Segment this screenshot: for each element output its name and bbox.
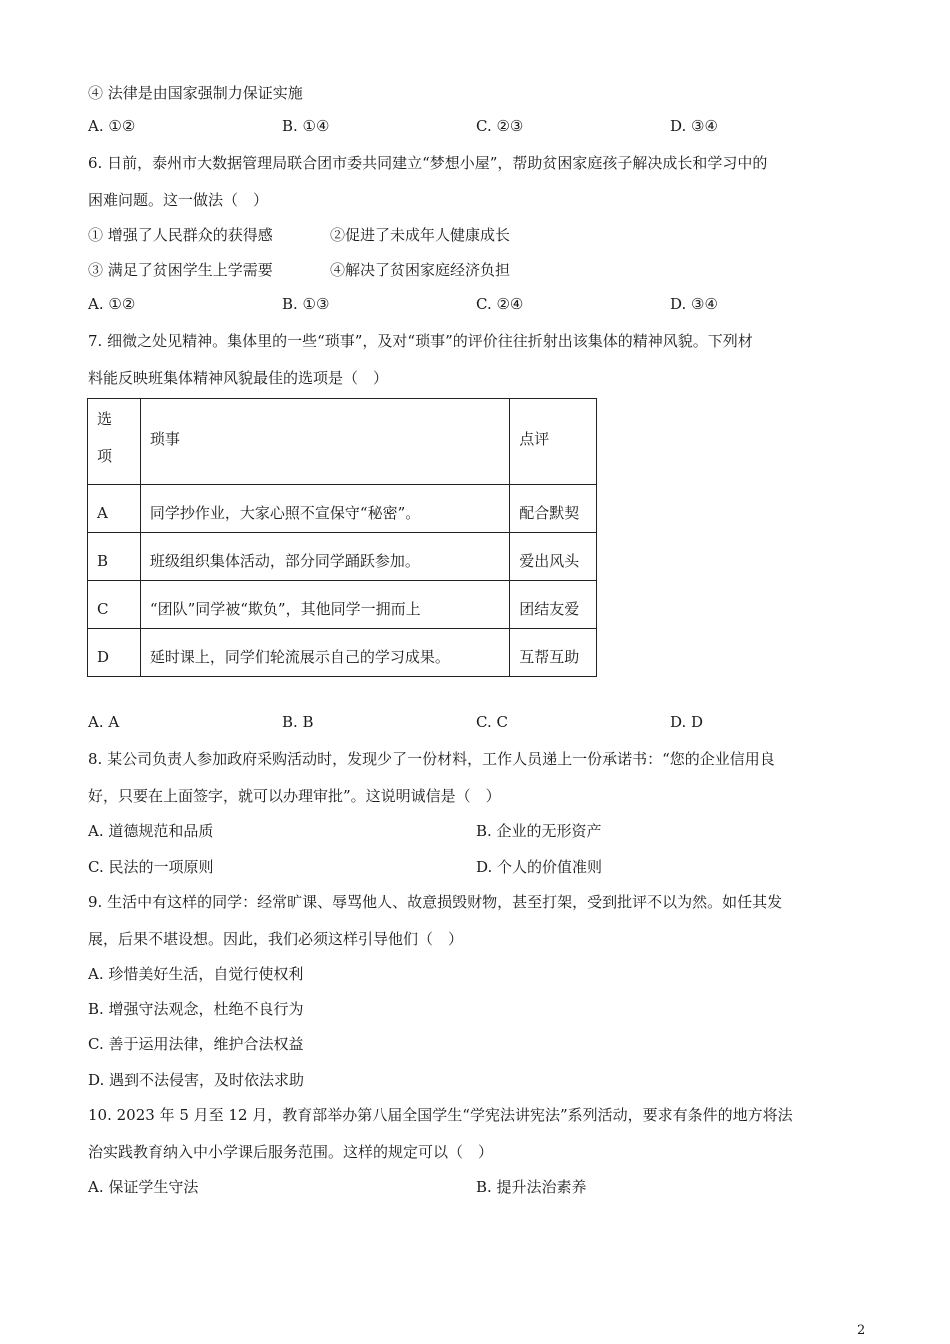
- q10-stem-line2: 治实践教育纳入中小学课后服务范围。这样的规定可以（ ）: [88, 1143, 494, 1161]
- q7-option-b[interactable]: B. B: [282, 713, 314, 731]
- q7-option-d[interactable]: D. D: [670, 713, 704, 731]
- table-cell-matter: “团队”同学被“欺负”，其他同学一拥而上: [140, 581, 509, 629]
- q6-item-2: ②促进了未成年人健康成长: [330, 226, 511, 244]
- q6-options: [88, 295, 868, 315]
- table-cell-option: B: [88, 533, 141, 581]
- q10-option-a[interactable]: A. 保证学生守法: [88, 1178, 199, 1196]
- q8-option-b[interactable]: B. 企业的无形资产: [476, 822, 602, 840]
- q8-stem-line2: 好，只要在上面签字，就可以办理审批”。这说明诚信是（ ）: [88, 787, 501, 805]
- table-cell-comment: 配合默契: [510, 485, 597, 533]
- q8-option-d[interactable]: D. 个人的价值准则: [476, 858, 603, 876]
- q8-option-c[interactable]: C. 民法的一项原则: [88, 858, 214, 876]
- q6-item-4: ④解决了贫困家庭经济负担: [330, 261, 511, 279]
- table-cell-option: D: [88, 629, 141, 677]
- table-cell-option: C: [88, 581, 141, 629]
- q8-options-row1: [88, 820, 868, 840]
- q5-option-b[interactable]: B. ①④: [282, 117, 330, 135]
- q7-options: [88, 713, 868, 733]
- q10-option-b[interactable]: B. 提升法治素养: [476, 1178, 587, 1196]
- q7-option-a[interactable]: A. A: [88, 713, 120, 731]
- q7-stem-line1: 7. 细微之处见精神。集体里的一些“琐事”，及对“琐事”的评价往往折射出该集体的精神风貌。下列材: [88, 332, 753, 350]
- table-cell-comment: 团结友爱: [510, 581, 597, 629]
- q5-options: [88, 117, 868, 137]
- page-number: 2: [857, 1323, 866, 1338]
- table-header-option: 选项: [88, 399, 141, 485]
- q9-stem-line2: 展，后果不堪设想。因此，我们必须这样引导他们（ ）: [88, 930, 464, 948]
- q7-option-c[interactable]: C. C: [476, 713, 508, 731]
- q5-option-a[interactable]: A. ①②: [88, 117, 136, 135]
- table-row: [88, 629, 597, 677]
- q7-table: [87, 398, 597, 677]
- q10-options: [88, 1176, 868, 1196]
- q7-stem-line2: 料能反映班集体精神风貌最佳的选项是（ ）: [88, 369, 389, 387]
- table-row: [88, 485, 597, 533]
- q5-item-4: ④ 法律是由国家强制力保证实施: [88, 84, 303, 102]
- table-row: [88, 533, 597, 581]
- q8-option-a[interactable]: A. 道德规范和品质: [88, 822, 214, 840]
- q6-item-3: ③ 满足了贫困学生上学需要: [88, 261, 273, 279]
- q9-option-c[interactable]: C. 善于运用法律，维护合法权益: [88, 1035, 304, 1053]
- q9-stem-line1: 9. 生活中有这样的同学：经常旷课、辱骂他人、故意损毁财物，甚至打架，受到批评不以为然。如任其发: [88, 893, 783, 911]
- q6-option-c[interactable]: C. ②④: [476, 295, 524, 313]
- q6-stem-line1: 6. 日前，泰州市大数据管理局联合团市委共同建立“梦想小屋”，帮助贫困家庭孩子解决成长和学习中的: [88, 154, 768, 172]
- q9-option-d[interactable]: D. 遇到不法侵害，及时依法求助: [88, 1071, 305, 1089]
- table-cell-comment: 爱出风头: [510, 533, 597, 581]
- q6-item-1: ① 增强了人民群众的获得感: [88, 226, 273, 244]
- table-cell-matter: 延时课上，同学们轮流展示自己的学习成果。: [140, 629, 509, 677]
- table-cell-option: A: [88, 485, 141, 533]
- table-row: [88, 581, 597, 629]
- table-cell-comment: 互帮互助: [510, 629, 597, 677]
- q10-stem-line1: 10. 2023 年 5 月至 12 月，教育部举办第八届全国学生“学宪法讲宪法”系列活动，要求有条件的地方将法: [88, 1106, 793, 1124]
- table-cell-matter: 同学抄作业，大家心照不宣保守“秘密”。: [140, 485, 509, 533]
- table-cell-matter: 班级组织集体活动，部分同学踊跃参加。: [140, 533, 509, 581]
- table-header-row: [88, 399, 597, 485]
- table-header-matter: 琐事: [140, 399, 509, 485]
- q6-option-d[interactable]: D. ③④: [670, 295, 718, 313]
- q6-option-b[interactable]: B. ①③: [282, 295, 330, 313]
- q9-option-b[interactable]: B. 增强守法观念，杜绝不良行为: [88, 1000, 304, 1018]
- q8-stem-line1: 8. 某公司负责人参加政府采购活动时，发现少了一份材料，工作人员递上一份承诺书：“您的企业信用良: [88, 750, 775, 768]
- q6-stem-line2: 困难问题。这一做法（ ）: [88, 191, 269, 209]
- q5-option-c[interactable]: C. ②③: [476, 117, 524, 135]
- q6-option-a[interactable]: A. ①②: [88, 295, 136, 313]
- q9-option-a[interactable]: A. 珍惜美好生活，自觉行使权利: [88, 965, 304, 983]
- q5-option-d[interactable]: D. ③④: [670, 117, 718, 135]
- table-header-comment: 点评: [510, 399, 597, 485]
- q8-options-row2: [88, 856, 868, 876]
